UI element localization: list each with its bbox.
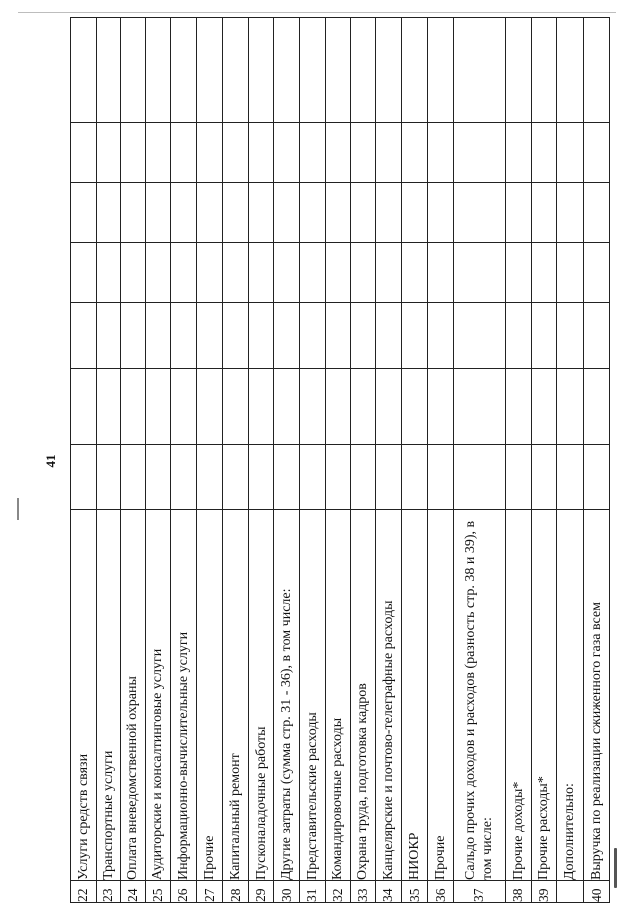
value-cell [145, 369, 171, 445]
value-cell [556, 445, 584, 510]
value-cell [532, 123, 557, 183]
value-cell [375, 18, 402, 123]
value-cell [171, 369, 197, 445]
row-label: Прочие [196, 510, 223, 881]
row-number: 22 [71, 881, 97, 903]
value-cell [121, 369, 146, 445]
value-cell [325, 243, 351, 303]
value-cell [556, 183, 584, 243]
value-cell [196, 303, 223, 369]
value-cell [171, 445, 197, 510]
row-label: Капитальный ремонт [223, 510, 249, 881]
value-cell [171, 303, 197, 369]
row-number: 30 [274, 881, 300, 903]
value-cell [351, 243, 376, 303]
table-row [556, 18, 584, 903]
scan-edge-tick [17, 498, 19, 520]
table-row [248, 18, 274, 903]
table-row [196, 18, 223, 903]
value-cell [325, 303, 351, 369]
value-cell [96, 303, 121, 369]
row-number: 36 [427, 881, 454, 903]
value-cell [454, 123, 505, 183]
row-label: Представительские расходы [300, 510, 326, 881]
value-cell [96, 243, 121, 303]
row-number: 24 [121, 881, 146, 903]
value-cell [402, 123, 428, 183]
value-cell [274, 183, 300, 243]
value-cell [300, 18, 326, 123]
value-cell [121, 303, 146, 369]
value-cell [274, 369, 300, 445]
value-cell [171, 183, 197, 243]
row-label: Сальдо прочих доходов и расходов (разность стр. 38 и 39), в том числе: [454, 510, 505, 881]
value-cell [71, 303, 97, 369]
table-row [145, 18, 171, 903]
table-row [171, 18, 197, 903]
table-row [584, 18, 610, 903]
value-cell [584, 243, 610, 303]
value-cell [274, 303, 300, 369]
table-row [427, 18, 454, 903]
row-label: НИОКР [402, 510, 428, 881]
value-cell [121, 123, 146, 183]
value-cell [556, 303, 584, 369]
value-cell [300, 303, 326, 369]
value-cell [145, 183, 171, 243]
value-cell [454, 243, 505, 303]
row-label: Пусконаладочные работы [248, 510, 274, 881]
scan-top-line [18, 12, 616, 13]
table-row [505, 18, 532, 903]
row-number: 35 [402, 881, 428, 903]
value-cell [248, 303, 274, 369]
value-cell [375, 445, 402, 510]
value-cell [402, 243, 428, 303]
value-cell [375, 303, 402, 369]
value-cell [196, 445, 223, 510]
value-cell [71, 183, 97, 243]
value-cell [402, 303, 428, 369]
table-row [223, 18, 249, 903]
value-cell [351, 445, 376, 510]
value-cell [223, 183, 249, 243]
table-row [71, 18, 97, 903]
value-cell [171, 18, 197, 123]
value-cell [556, 18, 584, 123]
value-cell [505, 123, 532, 183]
row-label: Услуги средств связи [71, 510, 97, 881]
value-cell [325, 183, 351, 243]
value-cell [96, 445, 121, 510]
value-cell [196, 183, 223, 243]
value-cell [375, 183, 402, 243]
value-cell [325, 18, 351, 123]
value-cell [71, 369, 97, 445]
value-cell [556, 243, 584, 303]
value-cell [556, 369, 584, 445]
value-cell [375, 123, 402, 183]
value-cell [121, 445, 146, 510]
value-cell [454, 445, 505, 510]
value-cell [300, 445, 326, 510]
value-cell [248, 183, 274, 243]
table-row [402, 18, 428, 903]
value-cell [584, 18, 610, 123]
value-cell [556, 123, 584, 183]
row-number: 27 [196, 881, 223, 903]
value-cell [454, 303, 505, 369]
table-row [96, 18, 121, 903]
value-cell [351, 369, 376, 445]
value-cell [505, 243, 532, 303]
value-cell [96, 369, 121, 445]
row-number: 28 [223, 881, 249, 903]
value-cell [325, 123, 351, 183]
value-cell [454, 369, 505, 445]
value-cell [532, 183, 557, 243]
value-cell [427, 303, 454, 369]
value-cell [427, 369, 454, 445]
row-number: 29 [248, 881, 274, 903]
table-rotation-frame [70, 18, 610, 903]
value-cell [196, 369, 223, 445]
value-cell [402, 18, 428, 123]
table-row [351, 18, 376, 903]
value-cell [145, 243, 171, 303]
value-cell [71, 123, 97, 183]
value-cell [402, 183, 428, 243]
value-cell [325, 445, 351, 510]
row-label: Другие затраты (сумма стр. 31 - 36), в том числе: [274, 510, 300, 881]
table-row [121, 18, 146, 903]
row-label: Информационно-вычислительные услуги [171, 510, 197, 881]
value-cell [96, 123, 121, 183]
row-number: 23 [96, 881, 121, 903]
value-cell [96, 18, 121, 123]
value-cell [505, 369, 532, 445]
value-cell [121, 18, 146, 123]
value-cell [248, 123, 274, 183]
table-body [71, 18, 610, 903]
table-row [454, 18, 505, 903]
scan-edge-mark [614, 848, 617, 888]
value-cell [505, 18, 532, 123]
value-cell [532, 243, 557, 303]
row-number: 34 [375, 881, 402, 903]
value-cell [248, 18, 274, 123]
row-number: 33 [351, 881, 376, 903]
value-cell [402, 369, 428, 445]
value-cell [375, 243, 402, 303]
value-cell [584, 183, 610, 243]
row-label: Транспортные услуги [96, 510, 121, 881]
row-number: 37 [454, 881, 505, 903]
value-cell [248, 369, 274, 445]
row-label: Прочие [427, 510, 454, 881]
value-cell [223, 123, 249, 183]
row-label: Прочие расходы* [532, 510, 557, 881]
value-cell [121, 243, 146, 303]
row-label: Выручка по реализации сжиженного газа всем [584, 510, 610, 881]
value-cell [196, 123, 223, 183]
value-cell [145, 303, 171, 369]
table-row [274, 18, 300, 903]
value-cell [454, 18, 505, 123]
value-cell [121, 183, 146, 243]
value-cell [505, 303, 532, 369]
value-cell [427, 445, 454, 510]
value-cell [248, 243, 274, 303]
value-cell [402, 445, 428, 510]
value-cell [427, 183, 454, 243]
value-cell [454, 183, 505, 243]
value-cell [274, 243, 300, 303]
value-cell [274, 18, 300, 123]
value-cell [274, 123, 300, 183]
value-cell [223, 243, 249, 303]
value-cell [274, 445, 300, 510]
row-label: Оплата вневедомственной охраны [121, 510, 146, 881]
cost-table [70, 17, 610, 903]
value-cell [427, 18, 454, 123]
row-number: 39 [532, 881, 557, 903]
row-label: Охрана труда, подготовка кадров [351, 510, 376, 881]
value-cell [196, 18, 223, 123]
value-cell [223, 445, 249, 510]
value-cell [532, 445, 557, 510]
value-cell [300, 123, 326, 183]
row-number: 31 [300, 881, 326, 903]
value-cell [427, 243, 454, 303]
rotated-table-sheet [70, 18, 610, 903]
value-cell [427, 123, 454, 183]
row-number: 26 [171, 881, 197, 903]
value-cell [532, 303, 557, 369]
value-cell [351, 123, 376, 183]
value-cell [145, 18, 171, 123]
value-cell [248, 445, 274, 510]
row-label: Канцелярские и почтово-телеграфные расходы [375, 510, 402, 881]
value-cell [351, 18, 376, 123]
value-cell [196, 243, 223, 303]
row-label: Прочие доходы* [505, 510, 532, 881]
row-label: Аудиторские и консалтинговые услуги [145, 510, 171, 881]
row-number [556, 881, 584, 903]
value-cell [375, 369, 402, 445]
value-cell [300, 183, 326, 243]
value-cell [71, 18, 97, 123]
value-cell [145, 445, 171, 510]
page-number: 41 [43, 454, 58, 468]
value-cell [96, 183, 121, 243]
value-cell [223, 369, 249, 445]
table-row [300, 18, 326, 903]
value-cell [584, 445, 610, 510]
value-cell [145, 123, 171, 183]
value-cell [505, 183, 532, 243]
table-row [532, 18, 557, 903]
table-row [375, 18, 402, 903]
value-cell [532, 369, 557, 445]
value-cell [71, 243, 97, 303]
value-cell [351, 183, 376, 243]
value-cell [351, 303, 376, 369]
value-cell [505, 445, 532, 510]
value-cell [584, 123, 610, 183]
value-cell [300, 243, 326, 303]
value-cell [584, 303, 610, 369]
value-cell [223, 18, 249, 123]
row-number: 25 [145, 881, 171, 903]
value-cell [532, 18, 557, 123]
value-cell [325, 369, 351, 445]
row-number: 38 [505, 881, 532, 903]
value-cell [171, 123, 197, 183]
row-number: 40 [584, 881, 610, 903]
row-label: Командировочные расходы [325, 510, 351, 881]
row-label: Дополнительно: [556, 510, 584, 881]
table-row [325, 18, 351, 903]
value-cell [223, 303, 249, 369]
value-cell [171, 243, 197, 303]
row-number: 32 [325, 881, 351, 903]
value-cell [584, 369, 610, 445]
value-cell [71, 445, 97, 510]
value-cell [300, 369, 326, 445]
